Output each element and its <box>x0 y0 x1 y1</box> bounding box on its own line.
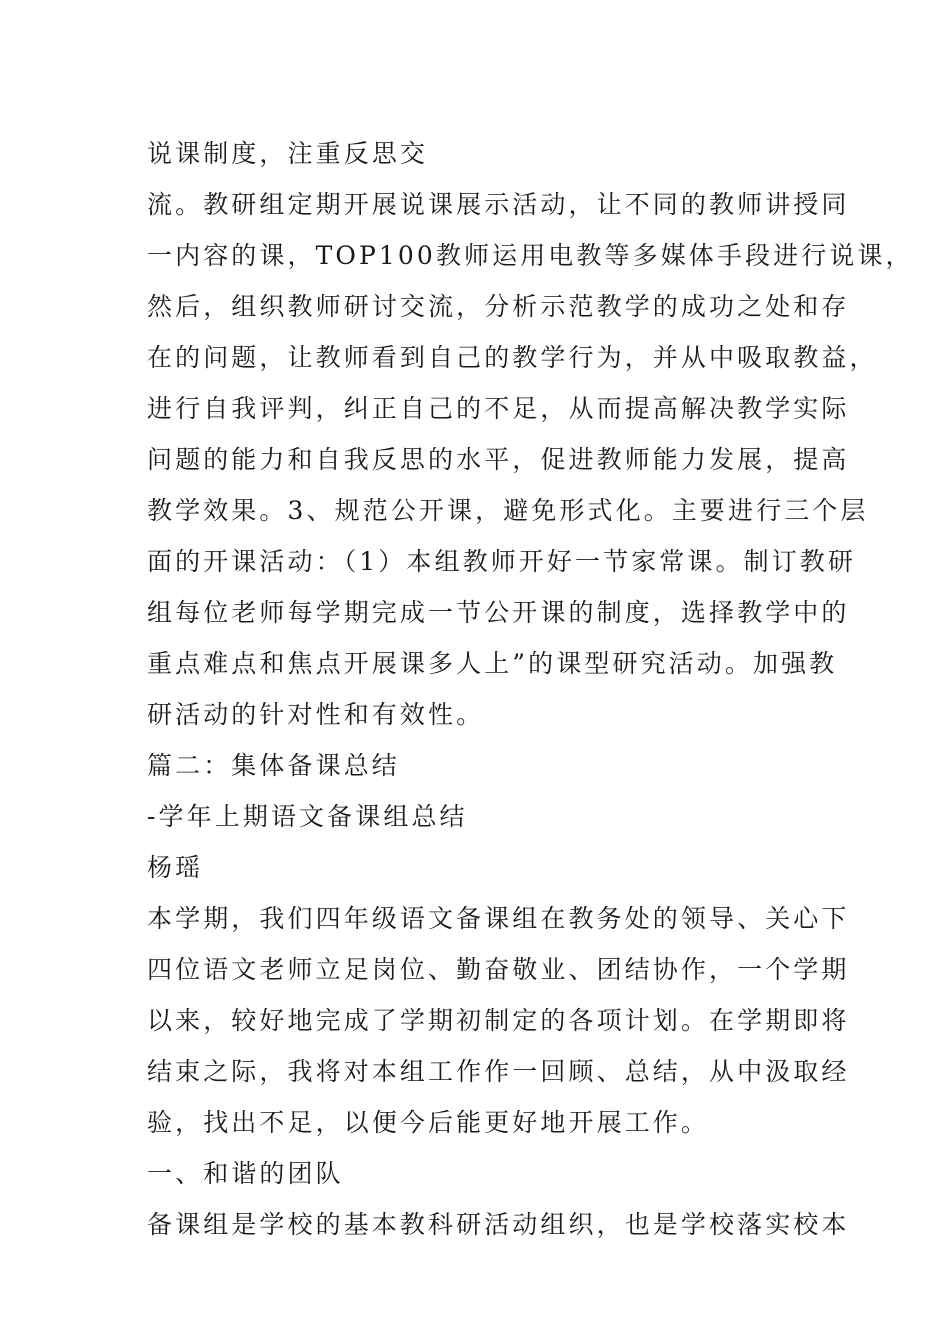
text-line: 以来，较好地完成了学期初制定的各项计划。在学期即将 <box>147 1006 850 1035</box>
text-line: 研活动的针对性和有效性。 <box>147 700 485 729</box>
text-line: 在的问题，让教师看到自己的教学行为，并从中吸取教益， <box>147 343 878 372</box>
text-line: 重点难点和焦点开展课多人上”的课型研究活动。加强教 <box>147 649 838 678</box>
text-line: 问题的能力和自我反思的水平，促进教师能力发展，提高 <box>147 445 850 474</box>
text-line: 进行自我评判，纠正自己的不足，从而提高解决教学实际 <box>147 394 850 423</box>
text-line: 说课制度，注重反思交 <box>147 139 429 168</box>
text-line: 备课组是学校的基本教科研活动组织，也是学校落实校本 <box>147 1210 850 1239</box>
text-line: 组每位老师每学期完成一节公开课的制度，选择教学中的 <box>147 598 850 627</box>
text-line: 流。教研组定期开展说课展示活动，让不同的教师讲授同 <box>147 190 850 219</box>
text-line: 本学期，我们四年级语文备课组在教务处的领导、关心下 <box>147 904 850 933</box>
document-body <box>147 128 914 1250</box>
text-line: 然后，组织教师研讨交流，分析示范教学的成功之处和存 <box>147 292 850 321</box>
text-line: 验，找出不足，以便今后能更好地开展工作。 <box>147 1108 710 1137</box>
section-heading: 篇二：集体备课总结 <box>147 751 400 780</box>
text-line: 结束之际，我将对本组工作作一回顾、总结，从中汲取经 <box>147 1057 850 1086</box>
author-name: 杨瑶 <box>147 853 204 882</box>
text-line: 一内容的课，TOP100教师运用电教等多媒体手段进行说课， <box>147 241 914 270</box>
subsection-heading: 一、和谐的团队 <box>147 1159 344 1188</box>
document-title: -学年上期语文备课组总结 <box>147 802 468 831</box>
text-line: 教学效果。3、规范公开课，避免形式化。主要进行三个层 <box>147 496 869 525</box>
text-line: 面的开课活动：（1）本组教师开好一节家常课。制订教研 <box>147 547 857 576</box>
text-line: 四位语文老师立足岗位、勤奋敬业、团结协作，一个学期 <box>147 955 850 984</box>
